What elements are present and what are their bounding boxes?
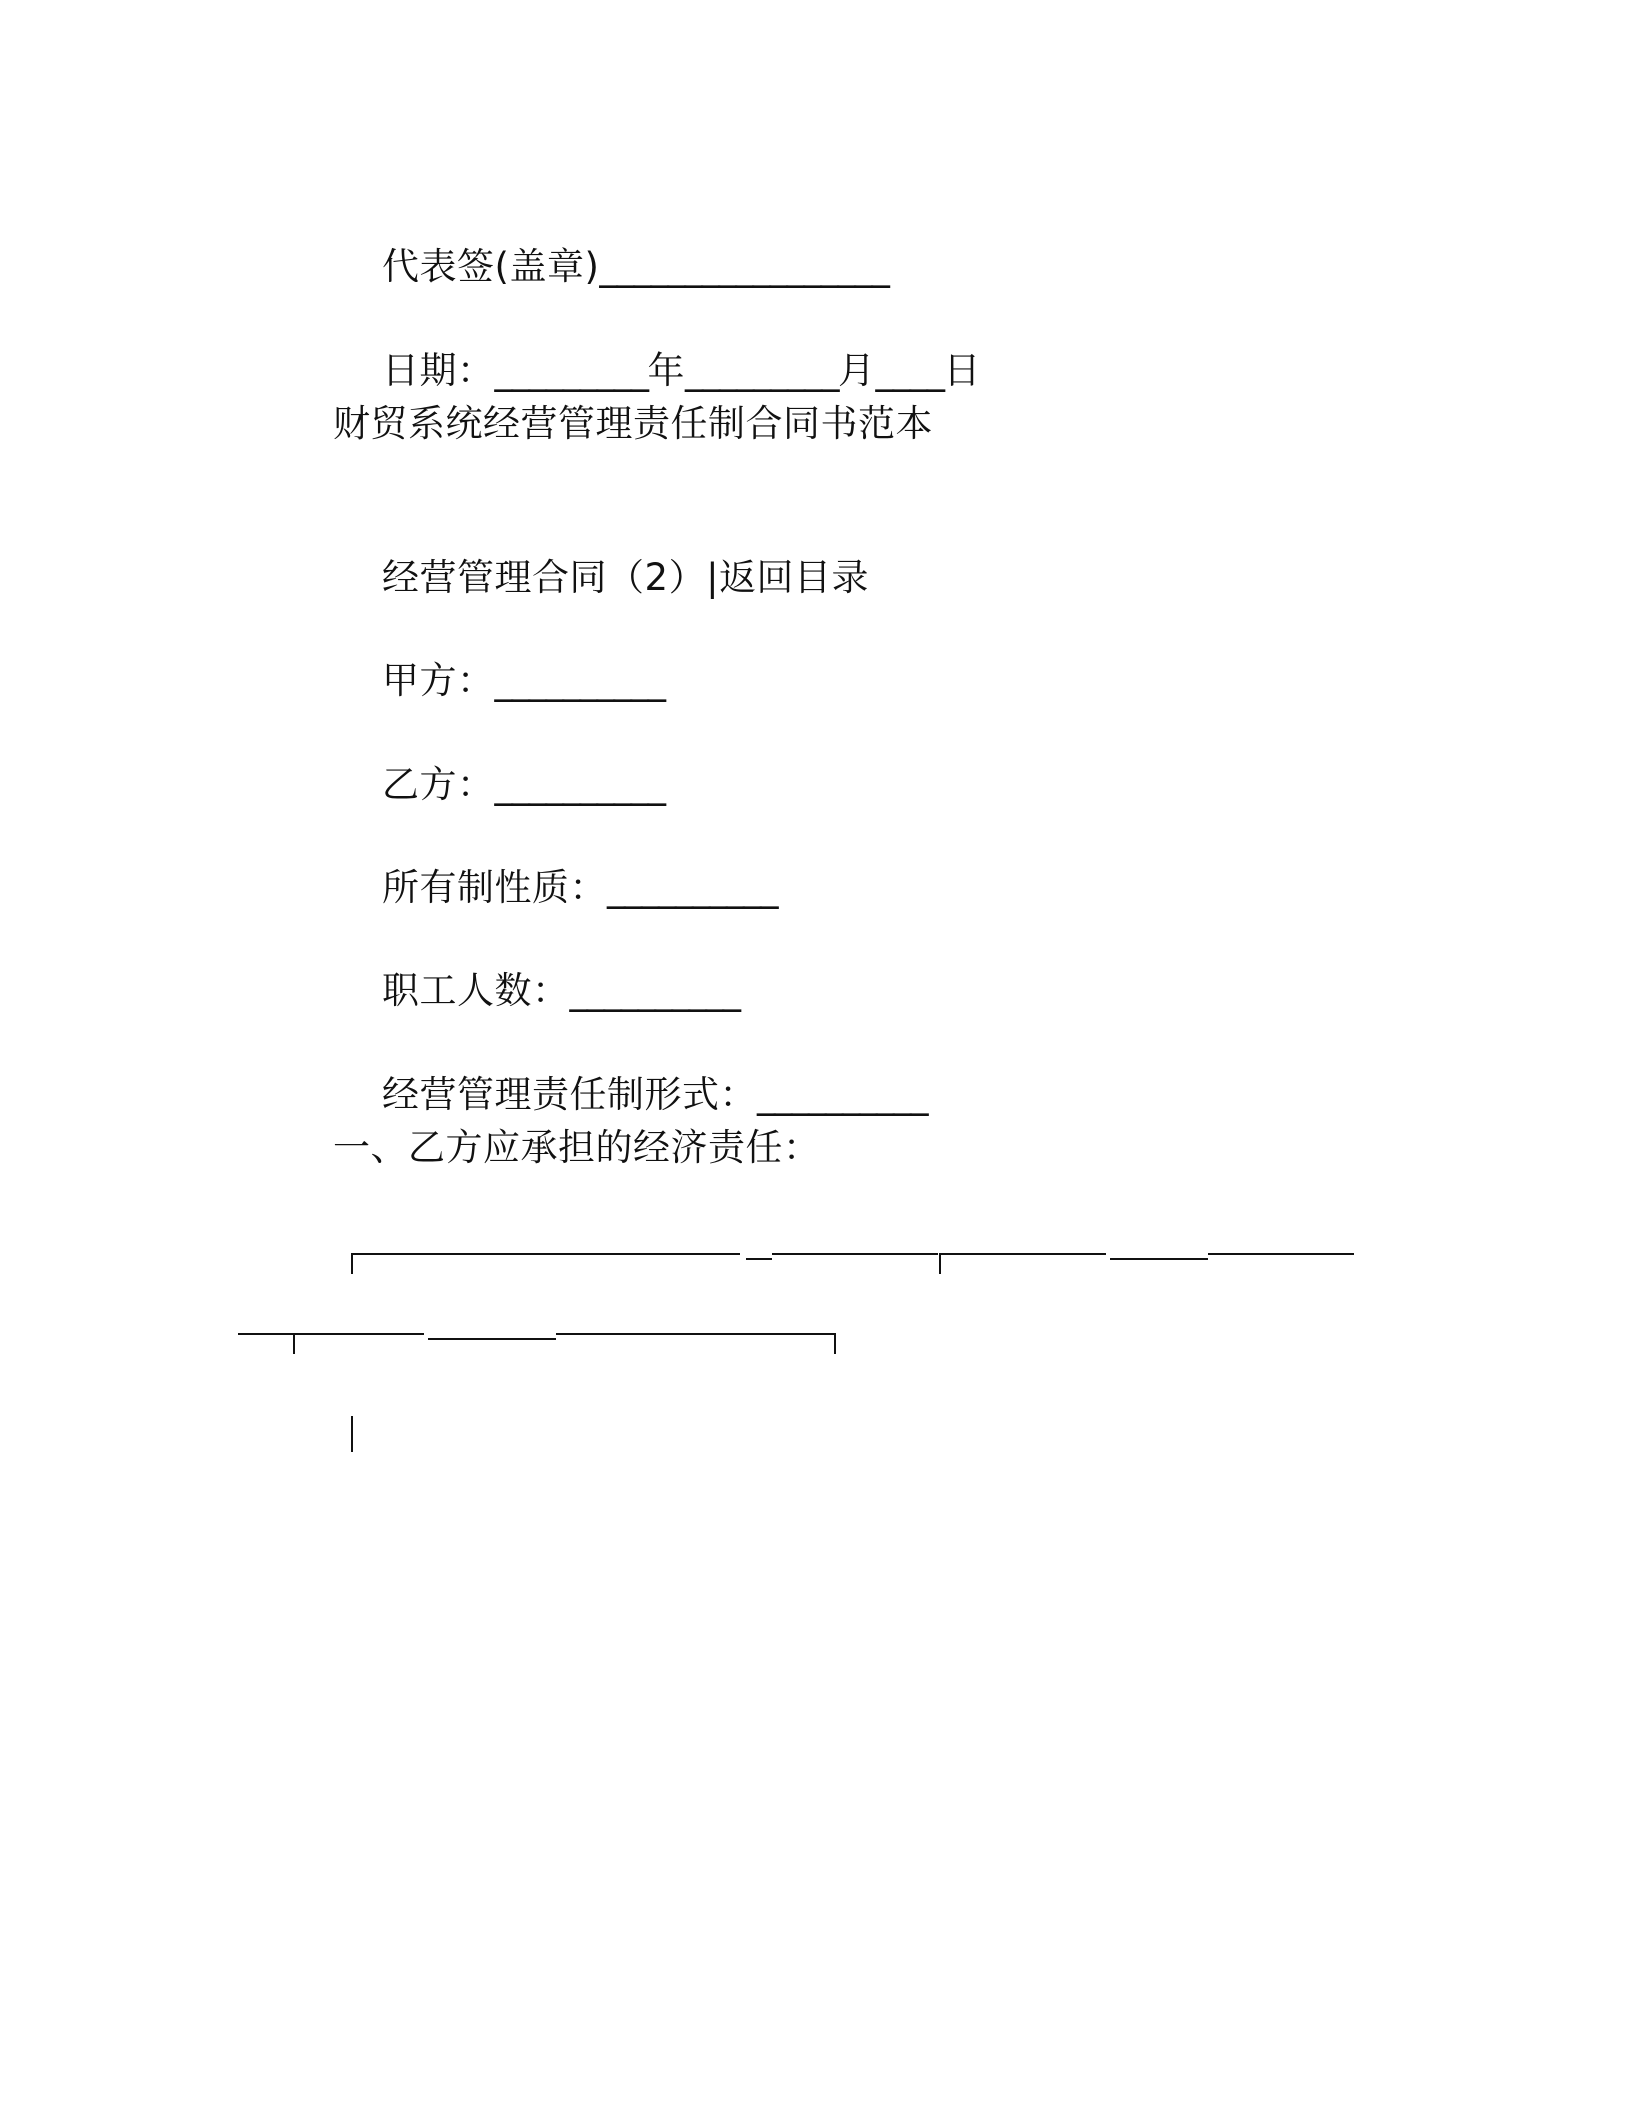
table-rule bbox=[746, 1258, 772, 1260]
date-label: 日期： bbox=[382, 349, 495, 392]
staff-count-label: 职工人数： bbox=[382, 969, 570, 1012]
document-title: 财贸系统经营管理责任制合同书范本 bbox=[333, 402, 933, 445]
signature-blank[interactable]: _________________ bbox=[599, 245, 889, 288]
party-b-blank[interactable]: __________ bbox=[494, 763, 665, 806]
table-tick bbox=[351, 1253, 353, 1274]
responsibility-form-blank[interactable]: __________ bbox=[757, 1073, 928, 1116]
ownership-label: 所有制性质： bbox=[382, 866, 608, 909]
party-b-label: 乙方： bbox=[382, 763, 495, 806]
table-tick bbox=[351, 1416, 353, 1452]
date-day-unit: 日 bbox=[943, 349, 982, 392]
table-rule bbox=[238, 1333, 294, 1335]
table-rule bbox=[352, 1253, 740, 1255]
table-tick bbox=[939, 1253, 941, 1274]
date-month-blank[interactable]: _________ bbox=[685, 349, 839, 392]
date-year-unit: 年 bbox=[647, 349, 686, 392]
table-rule bbox=[428, 1338, 556, 1340]
table-rule bbox=[556, 1333, 836, 1335]
party-a-label: 甲方： bbox=[382, 659, 495, 702]
date-year-blank[interactable]: _________ bbox=[494, 349, 648, 392]
table-rule bbox=[1208, 1253, 1354, 1255]
responsibility-form-label: 经营管理责任制形式： bbox=[382, 1073, 758, 1116]
table-rule bbox=[940, 1253, 1106, 1255]
table-rule bbox=[294, 1333, 424, 1335]
subtitle-separator: | bbox=[706, 556, 720, 599]
staff-count-blank[interactable]: __________ bbox=[569, 969, 740, 1012]
section-one-heading: 一、乙方应承担的经济责任： bbox=[333, 1126, 821, 1169]
date-day-blank[interactable]: ____ bbox=[875, 349, 944, 392]
date-month-unit: 月 bbox=[838, 349, 876, 392]
toc-link[interactable]: 返回目录 bbox=[719, 556, 870, 599]
ownership-blank[interactable]: __________ bbox=[607, 866, 778, 909]
table-tick bbox=[834, 1333, 836, 1354]
party-a-blank[interactable]: __________ bbox=[494, 659, 665, 702]
table-rule bbox=[772, 1253, 938, 1255]
table-rule bbox=[1110, 1258, 1208, 1260]
signature-label: 代表签(盖章) bbox=[382, 245, 600, 288]
subtitle-text: 经营管理合同（2） bbox=[382, 556, 707, 599]
table-tick bbox=[293, 1333, 295, 1354]
